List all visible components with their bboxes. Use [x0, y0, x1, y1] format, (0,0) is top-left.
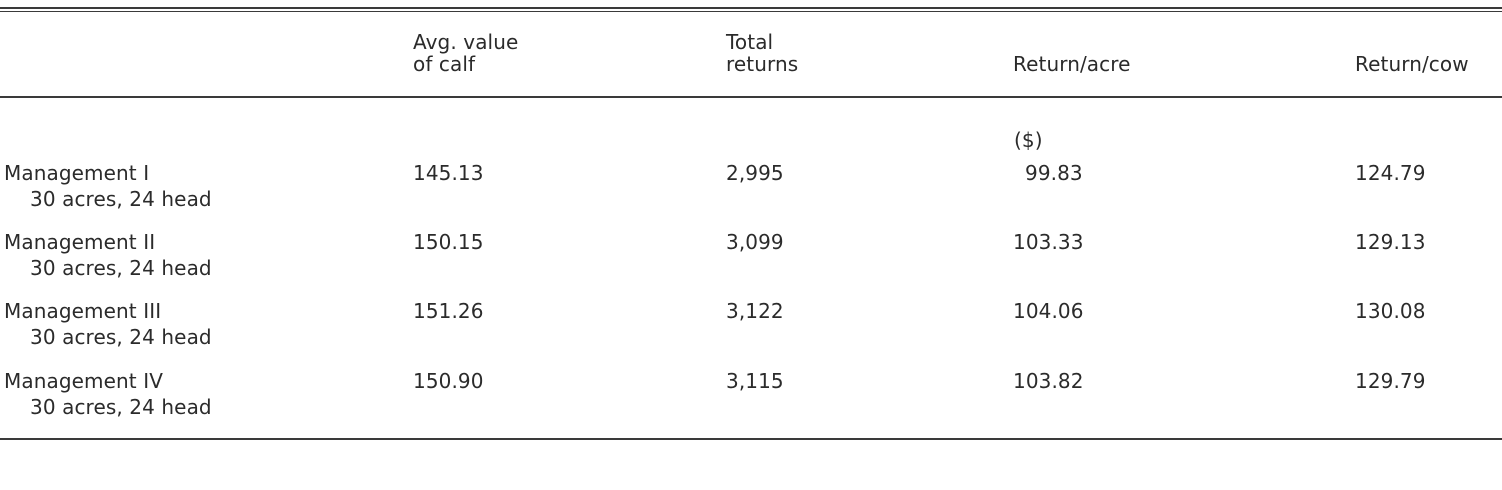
row-sublabel: 30 acres, 24 head: [30, 395, 212, 419]
unit-label: ($): [1014, 128, 1043, 152]
header-total-returns-line1: Total: [726, 30, 774, 54]
header-avg-value-line1: Avg. value: [413, 30, 519, 54]
top-rule-thin: [0, 11, 1502, 12]
row-label: Management IV: [4, 369, 163, 393]
cell-return-cow: 130.08: [1355, 299, 1426, 323]
cell-avg-value: 150.90: [413, 369, 484, 393]
cell-total-returns: 3,115: [726, 369, 784, 393]
bottom-rule: [0, 438, 1502, 440]
cell-avg-value: 151.26: [413, 299, 484, 323]
row-label: Management II: [4, 230, 156, 254]
cell-total-returns: 3,122: [726, 299, 784, 323]
cell-return-cow: 129.79: [1355, 369, 1426, 393]
cell-return-cow: 129.13: [1355, 230, 1426, 254]
row-sublabel: 30 acres, 24 head: [30, 187, 212, 211]
row-sublabel: 30 acres, 24 head: [30, 256, 212, 280]
header-avg-value-line2: of calf: [413, 52, 476, 76]
row-sublabel: 30 acres, 24 head: [30, 325, 212, 349]
cell-total-returns: 3,099: [726, 230, 784, 254]
top-rule: [0, 7, 1502, 9]
header-return-acre: Return/acre: [1013, 52, 1131, 76]
row-label: Management I: [4, 161, 150, 185]
row-label: Management III: [4, 299, 162, 323]
header-rule: [0, 96, 1502, 98]
cell-return-acre: 103.82: [1013, 369, 1084, 393]
header-total-returns: [726, 31, 798, 75]
cell-avg-value: 150.15: [413, 230, 484, 254]
header-total-returns-line2: returns: [726, 52, 799, 76]
cell-return-acre: 99.83: [1025, 161, 1083, 185]
header-avg-value: [413, 31, 518, 75]
cell-return-cow: 124.79: [1355, 161, 1426, 185]
cell-total-returns: 2,995: [726, 161, 784, 185]
cell-return-acre: 104.06: [1013, 299, 1084, 323]
cell-return-acre: 103.33: [1013, 230, 1084, 254]
cell-avg-value: 145.13: [413, 161, 484, 185]
header-return-cow: Return/cow: [1355, 52, 1469, 76]
